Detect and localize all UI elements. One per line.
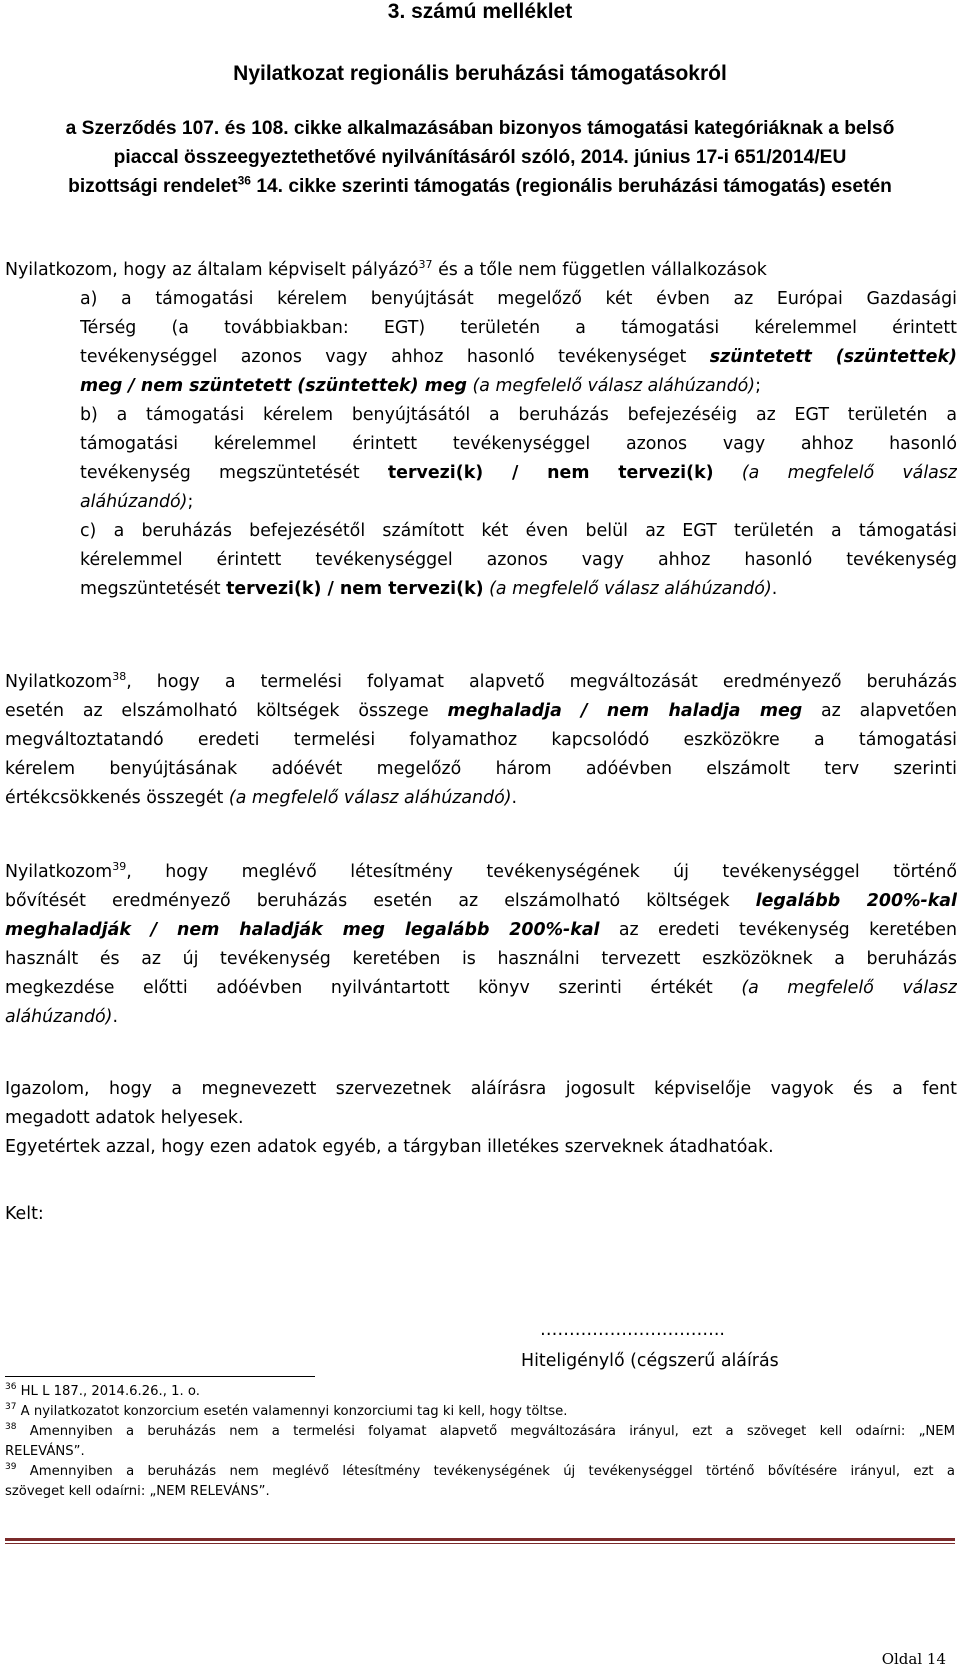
footnote-text: Amennyiben a beruházás nem meglévő létesítmény tevékenységének új tevékenységgel történő bővítésére irányul, ezt a: [16, 1464, 955, 1479]
decl-text: esetén az elszámolható költségek összege: [5, 701, 448, 721]
decl-text: az eredeti tevékenység keretében: [599, 920, 957, 940]
annex-title: 3. számú melléklet: [387, 0, 573, 23]
decl-text: bővítését eredményező beruházás esetén az elszámolható költségek: [5, 891, 756, 911]
declaration-2-line: [5, 697, 957, 726]
footnote-38: [5, 1422, 955, 1442]
item-b-line: [80, 488, 957, 517]
footnote-separator: [5, 1376, 315, 1377]
decl-text: , hogy meglévő létesítmény tevékenységének új tevékenységgel történő: [126, 862, 957, 882]
footnote-number: 37: [5, 1402, 17, 1412]
item-a-line: [80, 372, 957, 401]
item-c-line: kérelemmel érintett tevékenységgel azonos vagy ahhoz hasonló tevékenység: [80, 550, 957, 570]
decl-text: értékcsökkenés összegét: [5, 788, 229, 808]
underline-instruction: aláhúzandó): [80, 492, 188, 512]
footnote-ref-39[interactable]: 39: [112, 860, 127, 873]
footer-rule: [5, 1538, 955, 1541]
punct: .: [511, 788, 518, 808]
declaration-2-line: [5, 784, 957, 813]
decl-option-text: meghaladja / nem haladja meg: [447, 701, 803, 721]
item-b-option-text: tervezi(k) / nem tervezi(k): [387, 463, 714, 483]
footnote-39-cont: szöveget kell odaírni: „NEM RELEVÁNS”.: [5, 1484, 270, 1499]
regulation-line-2: piaccal összeegyeztethetővé nyilvánításáról szóló, 2014. június 17-i 651/2014/EU: [113, 147, 847, 168]
item-c-option-text: tervezi(k) / nem tervezi(k): [226, 579, 484, 599]
underline-instruction: (a megfelelő válasz: [741, 978, 957, 998]
declaration-1-intro: [5, 256, 957, 285]
item-a-text: tevékenységgel azonos vagy ahhoz hasonló tevékenységet: [80, 347, 710, 367]
decl-text: az alapvetően: [802, 701, 957, 721]
footnote-39: [5, 1462, 955, 1482]
item-a-line: Térség (a továbbiakban: EGT) területén a támogatási kérelemmel érintett: [80, 318, 957, 338]
footnote-ref-38[interactable]: 38: [112, 670, 127, 683]
footer-rule-thin: [5, 1543, 955, 1544]
declaration-3-line: [5, 887, 957, 916]
footnote-text: Amennyiben a beruházás nem a termelési folyamat alapvető megváltozására irányul, ezt a szöveget kell odaírni: „NEM: [16, 1424, 955, 1439]
decl-text: Nyilatkozom: [5, 862, 113, 882]
footnote-ref-36[interactable]: 36: [237, 173, 251, 188]
declaration-3-line: [5, 916, 957, 945]
certification-line: megadott adatok helyesek.: [5, 1108, 244, 1128]
footnote-38-cont: RELEVÁNS”.: [5, 1444, 85, 1459]
footnote-37: [5, 1402, 955, 1422]
kelt-label: [5, 1200, 957, 1229]
item-c-line: c) a beruházás befejezésétől számított két éven belül az EGT területén a támogatási: [80, 521, 957, 541]
footnote-36: [5, 1382, 955, 1402]
intro-text: Nyilatkozom, hogy az általam képviselt pályázó: [5, 260, 419, 280]
declaration-3-line: használt és az új tevékenység keretében is használni tervezett eszközöknek a beruházás: [5, 949, 957, 969]
item-a-option-text: meg / nem szüntetett (szüntettek) meg: [80, 376, 467, 396]
item-b-line: támogatási kérelemmel érintett tevékenységgel azonos vagy ahhoz hasonló: [80, 434, 957, 454]
item-b-text: tevékenység megszüntetését: [80, 463, 388, 483]
footnote-number: 36: [5, 1382, 17, 1392]
declaration-2-line: kérelem benyújtásának adóévét megelőző három adóévben elszámolt terv szerinti: [5, 759, 957, 779]
page-number: Oldal 14: [881, 1650, 946, 1668]
kelt-text: Kelt:: [5, 1204, 44, 1224]
declaration-2: [5, 668, 957, 813]
underline-instruction: (a megfelelő válasz aláhúzandó): [466, 376, 756, 396]
item-b-line: b) a támogatási kérelem benyújtásától a beruházás befejezéséig az EGT területén a: [80, 405, 957, 425]
footnote-number: 38: [5, 1422, 17, 1432]
declaration-3-line: [5, 858, 957, 887]
decl-text: megkezdése előtti adóévben nyilvántartott könyv szerinti értékét: [5, 978, 742, 998]
underline-instruction: aláhúzandó): [5, 1007, 113, 1027]
decl-text: , hogy a termelési folyamat alapvető megváltozását eredményező beruházás: [126, 672, 957, 692]
regulation-line-3-end: 14. cikke szerinti támogatás (regionális beruházási támogatás) esetén: [250, 176, 892, 197]
underline-instruction: (a megfelelő válasz aláhúzandó): [483, 579, 772, 599]
declaration-3: [5, 858, 957, 1032]
declaration-1-items: [80, 285, 957, 604]
footnote-ref-37[interactable]: 37: [418, 258, 433, 271]
punct: .: [112, 1007, 118, 1027]
regulation-line-3: [0, 172, 960, 201]
footnote-text: HL L 187., 2014.6.26., 1. o.: [16, 1384, 200, 1399]
declaration-3-line: [5, 974, 957, 1003]
punct: ;: [755, 376, 761, 396]
footnote-text: A nyilatkozatot konzorcium esetén valamennyi konzorciumi tag ki kell, hogy töltse.: [16, 1404, 568, 1419]
certification: [5, 1075, 957, 1162]
consent-line: Egyetértek azzal, hogy ezen adatok egyéb, a tárgyban illetékes szerveknek átadhatóak.: [5, 1137, 774, 1157]
footnote-number: 39: [5, 1462, 17, 1472]
item-c-text: megszüntetését: [80, 579, 227, 599]
signature-line: …………………………..: [540, 1320, 725, 1340]
item-c-line: [80, 575, 957, 604]
certification-line: Igazolom, hogy a megnevezett szervezetnek aláírásra jogosult képviselője vagyok és a fent: [5, 1079, 957, 1099]
underline-instruction: (a megfelelő válasz aláhúzandó): [228, 788, 512, 808]
punct: ;: [187, 492, 194, 512]
item-a-line: [80, 343, 957, 372]
decl-option-text: legalább 200%-kal: [755, 891, 957, 911]
declaration-2-line: megváltoztatandó eredeti termelési folyamathoz kapcsolódó eszközökre a támogatási: [5, 730, 957, 750]
declaration-3-line: [5, 1003, 957, 1032]
punct: .: [771, 579, 778, 599]
underline-instruction: (a megfelelő válasz: [713, 463, 957, 483]
signature-caption: Hiteligénylő (cégszerű aláírás: [521, 1351, 779, 1371]
regulation-line-3-start: bizottsági rendelet: [68, 176, 238, 197]
declaration-2-line: [5, 668, 957, 697]
intro-text-end: és a tőle nem független vállalkozások: [432, 260, 767, 280]
footnotes: [5, 1382, 955, 1502]
decl-text: Nyilatkozom: [5, 672, 113, 692]
document-title: Nyilatkozat regionális beruházási támogatásokról: [233, 62, 727, 85]
item-a-option-text: szüntetett (szüntettek): [709, 347, 957, 367]
item-b-line: [80, 459, 957, 488]
regulation-reference: [0, 114, 960, 201]
item-a-line: a) a támogatási kérelem benyújtását megelőző két évben az Európai Gazdasági: [80, 289, 957, 309]
decl-option-text: meghaladják / nem haladják meg legalább 200%-kal: [5, 920, 600, 940]
regulation-line-1: a Szerződés 107. és 108. cikke alkalmazásában bizonyos támogatási kategóriáknak a belső: [65, 118, 895, 139]
